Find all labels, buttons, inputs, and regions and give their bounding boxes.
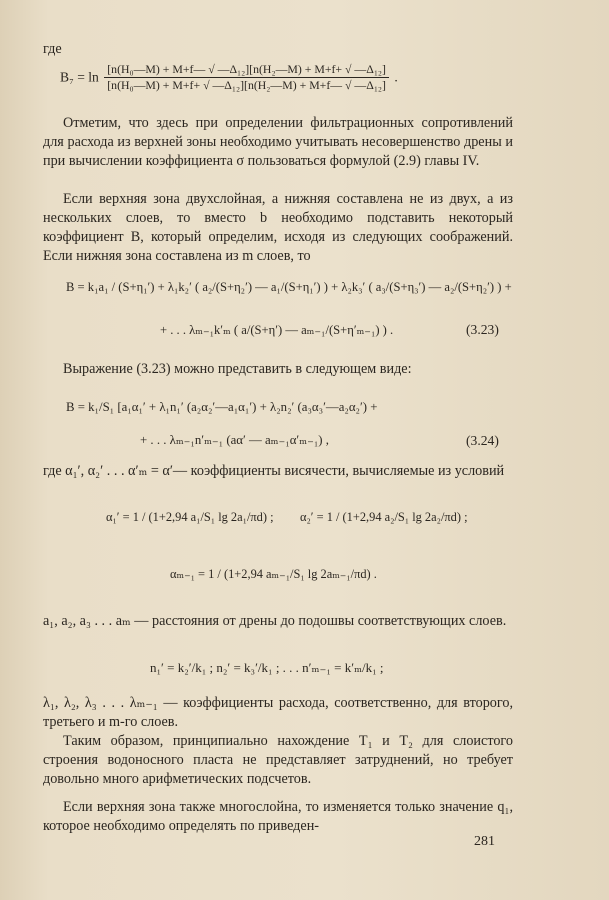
equation-b7-denominator: [n(H₀—M) + M+f+ √ —Δ₁₂][n(H₂—M) + M+f— √ —Δ₁₂] bbox=[107, 78, 386, 92]
equation-n-ratios: n₁′ = k₂′/k₁ ; n₂′ = k₃′/k₁ ; . . . n′ₘ₋₁ = k′ₘ/k₁ ; bbox=[150, 660, 384, 675]
paragraph-5: a₁, a₂, a₃ . . . aₘ — расстояния от дрены до подошвы соответствующих слоев. bbox=[43, 613, 507, 629]
equation-alpha2: α₂′ = 1 / (1+2,94 a₂/S₁ lg 2a₂/πd) ; bbox=[300, 510, 468, 524]
equation-3-24-line1: B = k₁/S₁ [a₁α₁′ + λ₁n₁′ (a₂α₂′—a₁α₁′) + λ₂n₂′ (a₃α₃′—a₂α₂′) + bbox=[66, 400, 378, 414]
equation-b7-tail: . bbox=[394, 69, 398, 85]
equation-b7-numerator: [n(H₀—M) + M+f— √ —Δ₁₂][n(H₂—M) + M+f+ √ —Δ₁₂] bbox=[104, 62, 389, 78]
equation-3-24-line2: + . . . λₘ₋₁n′ₘ₋₁ (aα′ — aₘ₋₁α′ₘ₋₁) , bbox=[140, 433, 329, 447]
equation-3-23-number: (3.23) bbox=[466, 322, 499, 337]
equation-alpha1: α₁′ = 1 / (1+2,94 a₁/S₁ lg 2a₁/πd) ; bbox=[106, 510, 274, 524]
where-label: где bbox=[43, 41, 62, 57]
paragraph-1: Отметим, что здесь при определении фильтрационных сопротивлений для расхода из верхней зоны необходимо учитывать несовершенство дрены и при вычислении коэффициента σ пользоваться формулой (2.9) главы IV. bbox=[43, 115, 513, 169]
paragraph-7: Таким образом, принципиально нахождение T₁ и T₂ для слоистого строения водоносного пласта не представляет затруднений, но требует довольно много арифметических подсчетов. bbox=[43, 733, 513, 787]
equation-b7-lhs: B₇ = ln bbox=[60, 69, 99, 85]
equation-alpha-m: αₘ₋₁ = 1 / (1+2,94 aₘ₋₁/S₁ lg 2aₘ₋₁/πd) . bbox=[170, 567, 377, 581]
equation-b7-fraction bbox=[104, 62, 389, 93]
paragraph-2: Если верхняя зона двухслойная, а нижняя составлена не из двух, а из нескольких слоев, то вместо b необходимо подставить некоторый коэффициент B, который определим, исходя из следующих соображений. Если нижняя зона составлена из m слоев, то bbox=[43, 191, 513, 264]
paragraph-8: Если верхняя зона также многослойна, то изменяется только значение q₁, которое необходимо определять по приведен- bbox=[43, 799, 513, 834]
equation-b7 bbox=[60, 62, 398, 93]
page-number: 281 bbox=[474, 834, 495, 849]
paragraph-3: Выражение (3.23) можно представить в следующем виде: bbox=[63, 361, 412, 377]
equation-3-23-line1: B = k₁a₁ / (S+η₁′) + λ₁k₂′ ( a₂/(S+η₂′) — a₁/(S+η₁′) ) + λ₂k₃′ ( a₃/(S+η₃′) — a₂/(S+η₂′) ) + bbox=[66, 280, 512, 294]
paragraph-4: где α₁′, α₂′ . . . α′ₘ = α′— коэффициенты висячести, вычисляемые из условий bbox=[43, 463, 505, 479]
paragraph-6: λ₁, λ₂, λ₃ . . . λₘ₋₁ — коэффициенты расхода, соответственно, для второго, третьего и m-го слоев. bbox=[43, 695, 513, 730]
equation-3-23-line2: + . . . λₘ₋₁k′ₘ ( a/(S+η′) — aₘ₋₁/(S+η′ₘ₋₁) ) . bbox=[160, 323, 394, 337]
equation-3-24-number: (3.24) bbox=[466, 433, 499, 448]
